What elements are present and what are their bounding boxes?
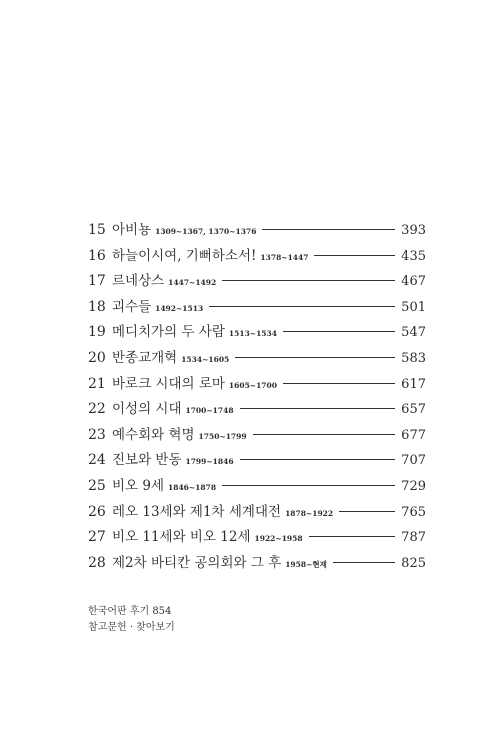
chapter-number: 23 [88,426,106,443]
chapter-dates: 1605~1700 [228,380,277,390]
chapter-dates: 1378~1447 [260,252,309,262]
leader-line [314,255,395,256]
chapter-title: 비오 9세 [112,477,165,494]
chapter-title: 아비뇽 [112,222,152,238]
chapter-number: 17 [88,273,106,290]
toc-entry-15[interactable] [88,218,426,244]
chapter-title: 르네상스 [112,273,165,290]
toc-entry-17[interactable] [88,269,426,295]
toc-entry-20[interactable] [88,346,426,372]
chapter-dates: 1534~1605 [181,354,230,364]
leader-line [240,408,396,409]
chapter-dates: 1492~1513 [155,303,204,313]
page-number: 677 [401,427,426,443]
chapter-dates: 1513~1534 [228,329,277,339]
toc-entry-23[interactable] [88,423,426,449]
table-of-contents [88,218,426,576]
references-index-entry[interactable]: 참고문헌 · 찾아보기 [88,622,175,633]
page-number: 583 [401,350,426,366]
afterword-entry[interactable]: 한국어판 후기 854 [88,606,172,617]
chapter-number: 28 [88,554,106,571]
chapter-title: 바로크 시대의 로마 [112,375,225,392]
chapter-dates: 1700~1748 [185,406,234,416]
chapter-title: 괴수들 [112,298,152,315]
page-number: 435 [401,248,426,264]
page-number: 467 [401,274,426,290]
page-number: 765 [401,504,426,520]
leader-line [309,536,396,537]
toc-entry-19[interactable] [88,320,426,346]
leader-line [222,280,395,281]
chapter-title: 메디치가의 두 사람 [112,324,225,341]
chapter-title: 제2차 바티칸 공의회와 그 후 [112,554,282,571]
chapter-title: 하늘이시여, 기뻐하소서! [112,247,257,264]
toc-entry-27[interactable] [88,525,426,551]
leader-line [283,383,395,384]
chapter-dates: 1309~1367, 1370~1376 [155,227,257,236]
chapter-title: 이성의 시대 [112,401,182,418]
page-number: 787 [401,530,426,546]
chapter-number: 18 [88,298,106,315]
chapter-dates: 1750~1799 [198,431,247,441]
back-matter [88,604,175,636]
toc-entry-18[interactable] [88,295,426,321]
page-number: 501 [401,299,426,315]
page-number: 825 [401,555,426,571]
chapter-number: 16 [88,247,106,264]
toc-entry-24[interactable] [88,448,426,474]
chapter-title: 진보와 반동 [112,452,182,469]
toc-entry-21[interactable] [88,372,426,398]
chapter-dates: 1799~1846 [185,457,234,467]
chapter-number: 24 [88,452,106,469]
toc-entry-16[interactable] [88,244,426,270]
page-number: 547 [401,325,426,341]
page-number: 393 [401,223,426,238]
page-number: 707 [401,453,426,469]
chapter-title: 비오 11세와 비오 12세 [112,529,251,546]
toc-entry-26[interactable] [88,500,426,526]
chapter-number: 22 [88,401,106,418]
page-number: 617 [401,376,426,392]
chapter-dates: 1878~1922 [285,508,334,518]
leader-line [283,331,395,332]
chapter-number: 21 [88,375,106,392]
toc-entry-25[interactable] [88,474,426,500]
chapter-number: 19 [88,324,106,341]
toc-entry-28[interactable] [88,551,426,577]
chapter-title: 예수회와 혁명 [112,426,195,443]
chapter-dates: 1846~1878 [168,482,217,492]
leader-line [333,562,395,563]
chapter-number: 20 [88,349,106,366]
toc-entry-22[interactable] [88,397,426,423]
chapter-number: 25 [88,477,106,494]
chapter-dates: 1922~1958 [254,534,303,544]
leader-line [209,306,395,307]
chapter-title: 레오 13세와 제1차 세계대전 [112,503,282,520]
leader-line [235,357,395,358]
chapter-dates: 1958~현재 [285,559,327,569]
leader-line [339,511,395,512]
chapter-dates: 1447~1492 [168,278,217,288]
chapter-number: 15 [88,222,106,238]
leader-line [262,229,395,230]
chapter-number: 26 [88,503,106,520]
page-number: 729 [401,478,426,494]
chapter-title: 반종교개혁 [112,349,178,366]
leader-line [253,434,396,435]
leader-line [240,459,396,460]
leader-line [222,485,395,486]
page-number: 657 [401,402,426,418]
chapter-number: 27 [88,529,106,546]
